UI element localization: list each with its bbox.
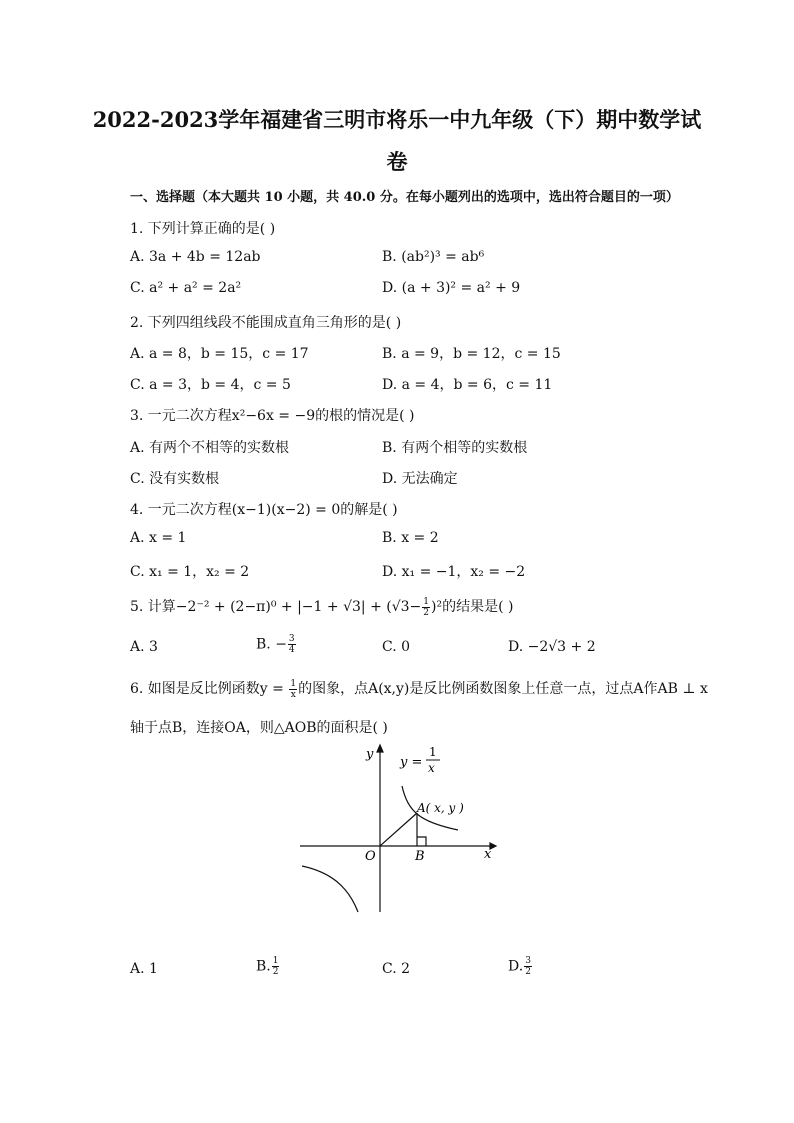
q6-d-num: 3 [525,956,531,966]
q6-option-b-label: B. [256,958,271,975]
q4-option-b: B. x = 2 [382,530,439,546]
q4-stem: 4. 一元二次方程(x−1)(x−2) = 0的解是( ) [130,502,398,518]
q2-option-a: A. a = 8，b = 15，c = 17 [130,346,309,362]
q5-option-b [256,634,297,655]
x-axis-label: x [484,847,492,862]
origin-label: O [365,849,376,864]
q2-option-b: B. a = 9，b = 12，c = 15 [382,346,561,362]
q6-b-den: 2 [272,967,279,977]
q5-option-b-fraction [288,634,296,655]
q5-frac-num: 1 [423,596,429,607]
segment-oa [380,813,417,846]
exam-title-line1: 2022-2023学年福建省三明市将乐一中九年级（下）期中数学试 [92,107,702,132]
q6-stem [130,678,708,700]
point-a-label: A( x, y ) [417,801,464,815]
q5-b-num: 3 [288,634,295,644]
q6-option-d-label: D. [508,958,524,975]
q6-stem-post: 的图象，点A(x,y)是反比例函数图象上任意一点，过点A作AB ⊥ x [298,681,708,697]
q3-option-c: C. 没有实数根 [130,471,220,487]
q5-option-a: A. 3 [130,639,158,655]
q6-frac-num: 1 [290,678,297,689]
q3-stem: 3. 一元二次方程x²−6x = −9的根的情况是( ) [130,408,415,424]
q2-option-c: C. a = 3，b = 4，c = 5 [130,377,291,393]
exam-title-line2: 卷 [386,149,408,174]
q1-option-a: A. 3a + 4b = 12ab [130,249,261,265]
q6-stem-pre: 6. 如图是反比例函数y = [130,681,289,697]
q1-option-b: B. (ab²)³ = ab⁶ [382,249,485,265]
y-axis-label: y [366,747,374,762]
q5-stem-post: )²的结果是( ) [431,599,514,615]
q3-option-a: A. 有两个不相等的实数根 [130,440,290,456]
q6-option-b-fraction [272,956,280,977]
q6-frac-den: x [290,689,296,700]
q5-stem-pre: 5. 计算−2⁻² + (2−π)⁰ + |−1 + √3| + (√3− [130,599,422,615]
q1-option-d: D. (a + 3)² = a² + 9 [382,280,521,296]
q4-option-c: C. x₁ = 1，x₂ = 2 [130,564,250,580]
q5-frac-den: 2 [423,607,429,618]
point-b-label: B [415,849,425,864]
hyperbola-figure [290,740,510,920]
q6-fraction [289,679,297,700]
q5-option-d: D. −2√3 + 2 [508,639,596,655]
y-axis-arrow [377,745,383,752]
q6-option-d [508,956,533,977]
q6-d-den: 2 [525,967,531,977]
q5-option-c: C. 0 [382,639,411,655]
q5-b-den: 4 [288,645,295,655]
q2-stem: 2. 下列四组线段不能围成直角三角形的是( ) [130,315,402,331]
q3-option-b: B. 有两个相等的实数根 [382,440,528,456]
q6-option-b [256,956,280,977]
q5-option-b-label: B. − [256,636,287,653]
q6-b-num: 1 [272,956,279,966]
right-angle-mark [417,837,426,846]
q5-fraction [422,597,430,618]
q5-stem [130,596,513,618]
hyperbola-branch-q3 [302,866,358,912]
q6-stem-line2: 轴于点B，连接OA，则△AOB的面积是( ) [130,720,388,736]
curve-label-num: 1 [429,745,437,759]
q4-option-a: A. x = 1 [130,530,187,546]
q1-stem: 1. 下列计算正确的是( ) [130,221,276,237]
q4-option-d: D. x₁ = −1，x₂ = −2 [382,564,526,580]
q6-option-c: C. 2 [382,961,411,977]
curve-label-den: x [428,761,435,775]
curve-label-lhs: y = [400,755,423,770]
section-heading: 一、选择题（本大题共 10 小题，共 40.0 分。在每小题列出的选项中，选出符合题目的一项） [130,190,679,205]
q1-option-c: C. a² + a² = 2a² [130,280,242,296]
q3-option-d: D. 无法确定 [382,471,458,487]
q2-option-d: D. a = 4，b = 6，c = 11 [382,377,553,393]
q6-option-a: A. 1 [130,961,158,977]
q6-option-d-fraction [524,956,532,977]
